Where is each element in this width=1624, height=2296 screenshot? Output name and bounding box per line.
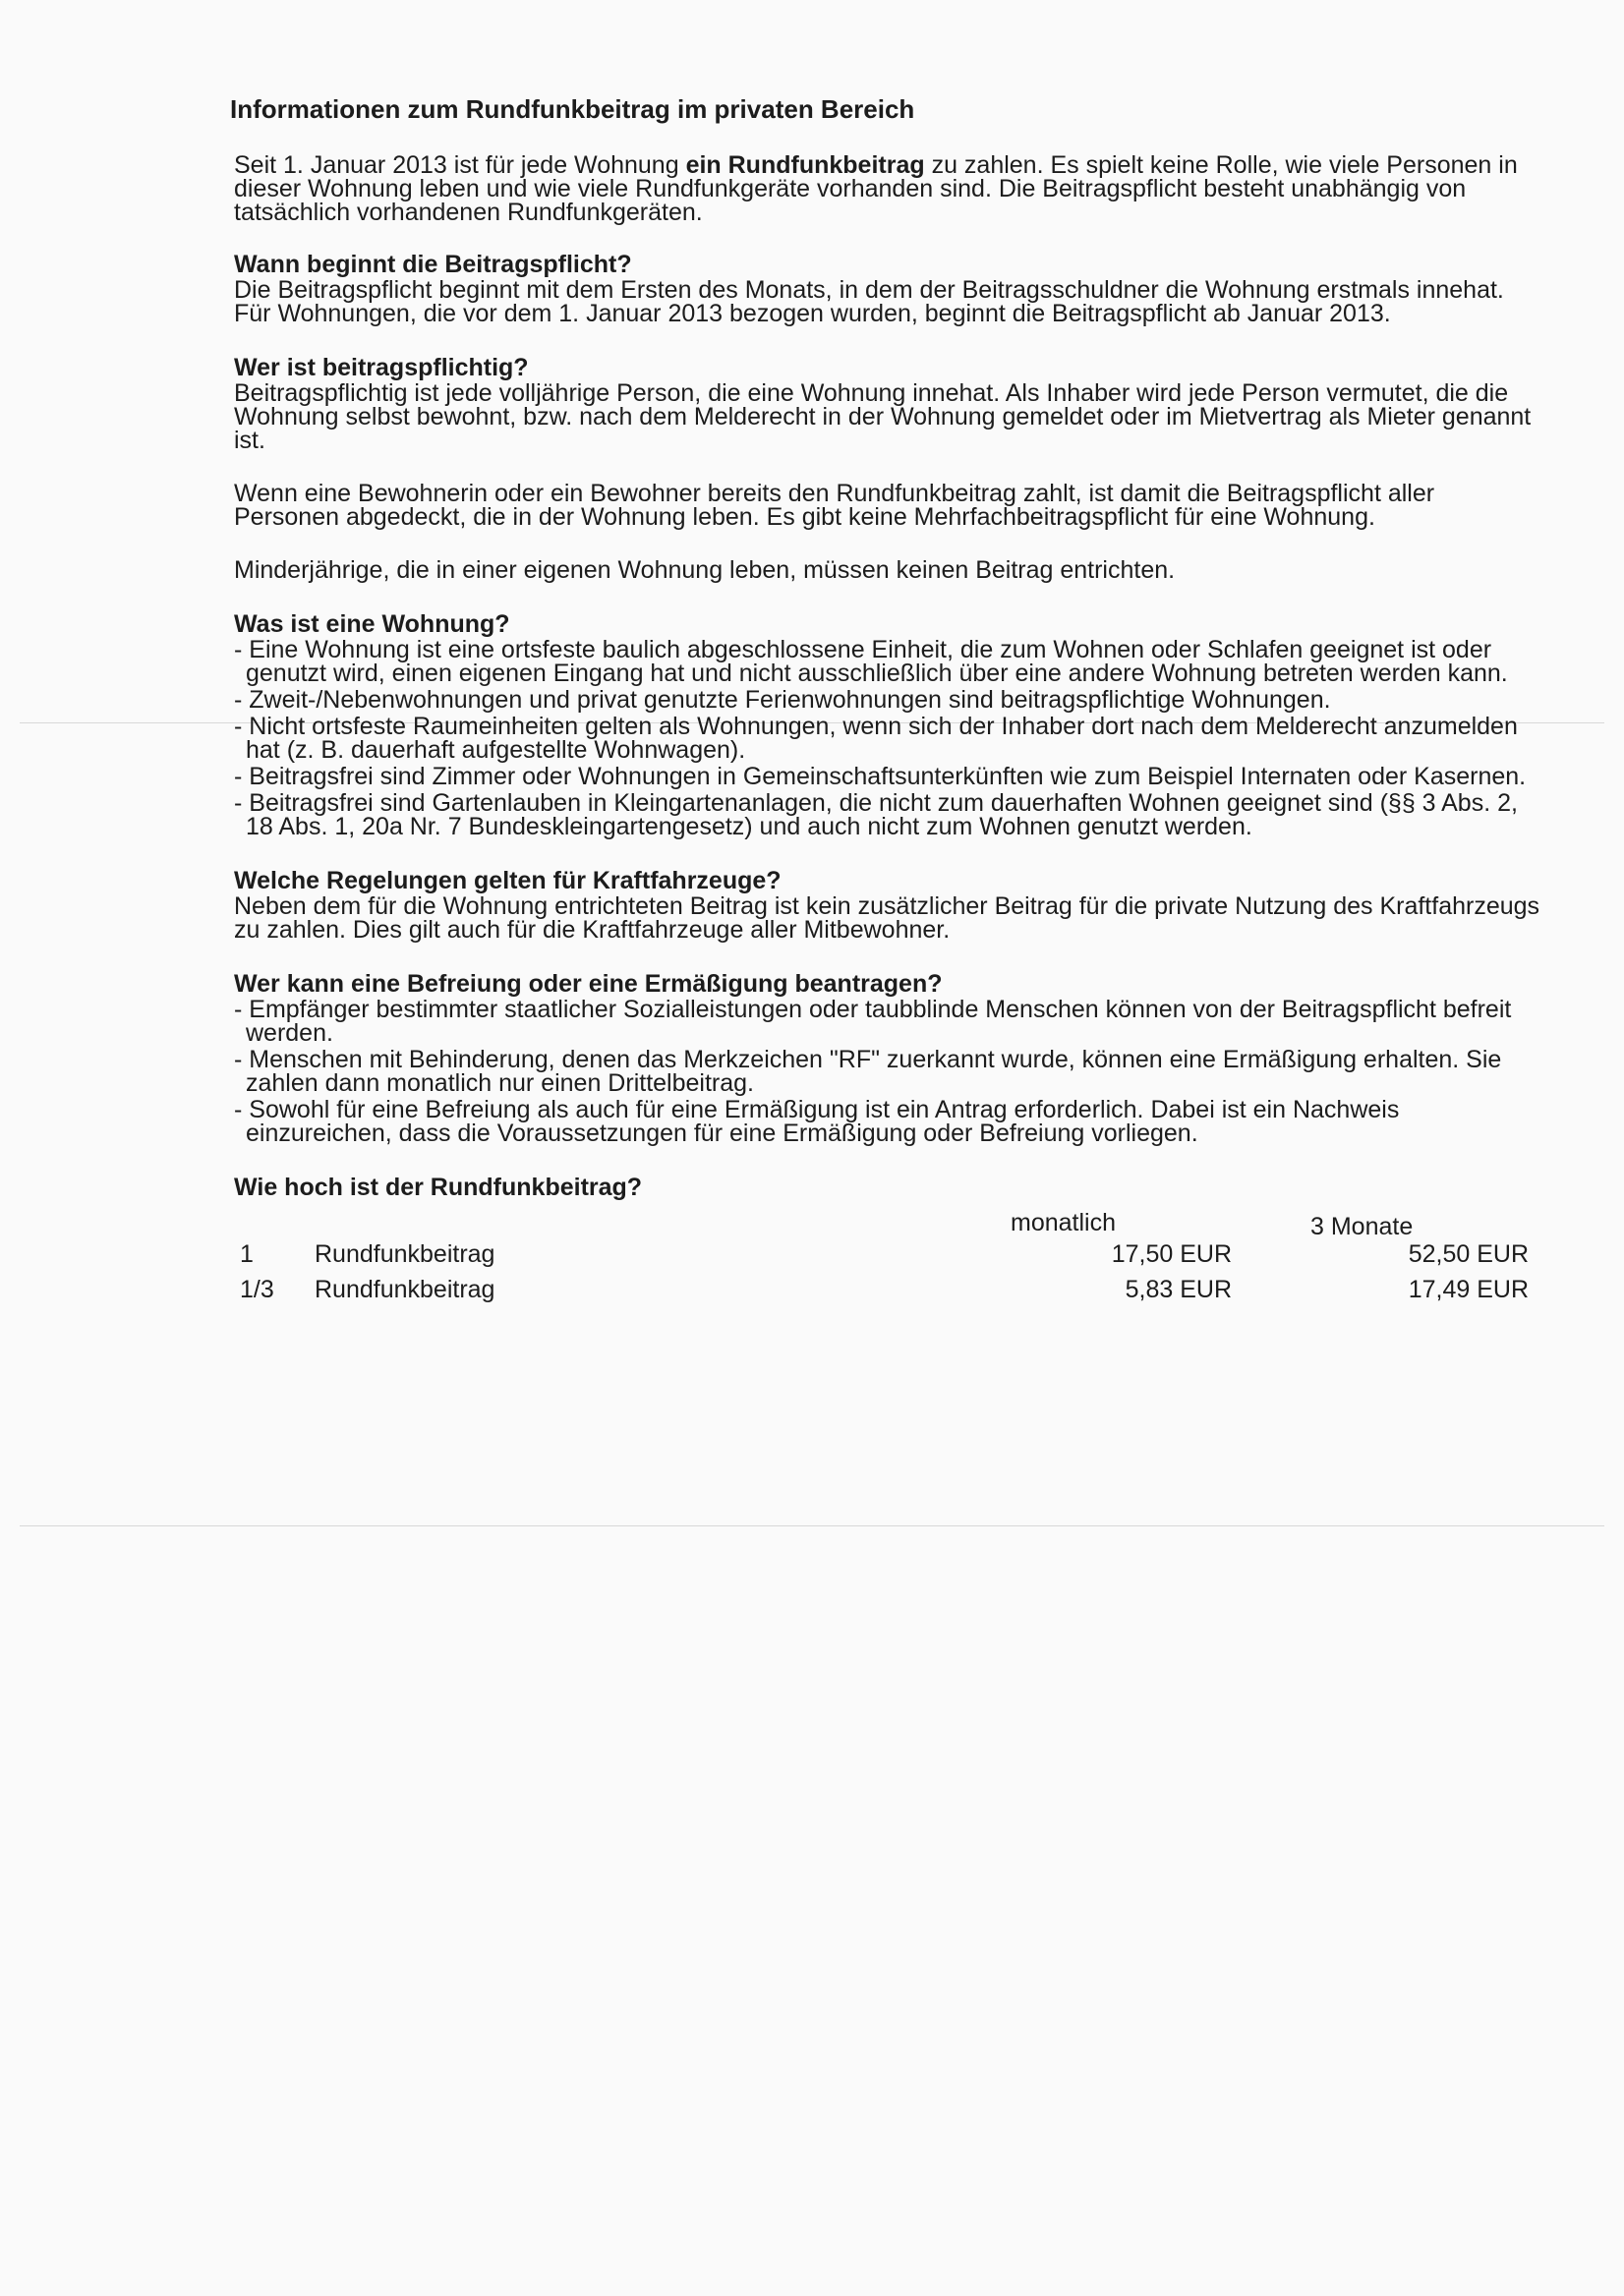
heading-what-is-dwelling: Was ist eine Wohnung? bbox=[234, 610, 510, 638]
list-item: - Sowohl für eine Befreiung als auch für eine Ermäßigung ist ein Antrag erforderlich. Dabei ist ein Nachweis einzureichen, dass die Voraussetzungen für eine Ermäßigung oder Befreiung vorliegen. bbox=[228, 1098, 1550, 1145]
list-item: - Nicht ortsfeste Raumeinheiten gelten als Wohnungen, wenn sich der Inhaber dort nach dem Melderecht anzumelden hat (z. B. dauerhaft aufgestellte Wohnwagen). bbox=[228, 715, 1550, 762]
scan-artifact-line bbox=[20, 1525, 1604, 1526]
document-content bbox=[228, 94, 1545, 1319]
fee-row-quarter: 17,49 EUR bbox=[1408, 1276, 1529, 1303]
body-who-is-liable: Beitragspflichtig ist jede volljährige Person, die eine Wohnung innehat. Als Inhaber wird jede Person vermutet, die die Wohnung selbst bewohnt, bzw. nach dem Melderecht in der Wohnung gemeldet oder im Mietvertrag als Mieter genannt ist. bbox=[234, 379, 1532, 454]
column-header-monthly: monatlich bbox=[1011, 1209, 1116, 1236]
fee-row-quarter: 52,50 EUR bbox=[1408, 1240, 1529, 1268]
fee-row-monthly: 17,50 EUR bbox=[1111, 1240, 1232, 1268]
fee-row-label: Rundfunkbeitrag bbox=[315, 1276, 495, 1303]
body-minors: Minderjährige, die in einer eigenen Wohnung leben, müssen keinen Beitrag entrichten. bbox=[234, 556, 1176, 584]
list-item: - Zweit-/Nebenwohnungen und privat genutzte Ferienwohnungen sind beitragspflichtige Wohnungen. bbox=[228, 688, 1550, 712]
heading-fee-amount: Wie hoch ist der Rundfunkbeitrag? bbox=[234, 1174, 643, 1201]
list-item: - Empfänger bestimmter staatlicher Sozialleistungen oder taubblinde Menschen können von der Beitragspflicht befreit werden. bbox=[228, 998, 1550, 1045]
dwelling-definition-list bbox=[228, 638, 1550, 838]
document-title: Informationen zum Rundfunkbeitrag im privaten Bereich bbox=[230, 94, 915, 124]
intro-text-end: zu zahlen. Es spielt keine Rolle, wie viele Personen in dieser Wohnung leben und wie viele Rundfunkgeräte vorhanden sind. Die Beitragspflicht besteht unabhängig von tatsächlich vorhandenen Rundfunkgeräten. bbox=[234, 151, 1518, 226]
list-item: - Beitragsfrei sind Zimmer oder Wohnungen in Gemeinschaftsunterkünften wie zum Beispiel Internaten oder Kasernen. bbox=[228, 765, 1550, 788]
heading-exemption: Wer kann eine Befreiung oder eine Ermäßigung beantragen? bbox=[234, 970, 943, 998]
column-header-quarter: 3 Monate bbox=[1310, 1213, 1414, 1240]
body-vehicles: Neben dem für die Wohnung entrichteten Beitrag ist kein zusätzlicher Beitrag für die private Nutzung des Kraftfahrzeugs zu zahlen. Dies gilt auch für die Kraftfahrzeuge aller Mitbewohner. bbox=[234, 892, 1540, 944]
list-item: - Menschen mit Behinderung, denen das Merkzeichen "RF" zuerkannt wurde, können eine Ermäßigung erhalten. Sie zahlen dann monatlich nur einen Drittelbeitrag. bbox=[228, 1048, 1550, 1095]
body-start-of-obligation: Die Beitragspflicht beginnt mit dem Ersten des Monats, in dem der Beitragsschuldner die Wohnung erstmals innehat. Für Wohnungen, die vor dem 1. Januar 2013 bezogen wurden, beginnt die Beitragspflicht ab Januar 2013. bbox=[234, 276, 1504, 327]
body-shared-dwelling: Wenn eine Bewohnerin oder ein Bewohner bereits den Rundfunkbeitrag zahlt, ist damit die Beitragspflicht aller Personen abgedeckt, die in der Wohnung leben. Es gibt keine Mehrfachbeitragspflicht für eine Wohnung. bbox=[234, 480, 1435, 531]
intro-paragraph bbox=[234, 153, 1546, 224]
list-item: - Beitragsfrei sind Gartenlauben in Kleingartenanlagen, die nicht zum dauerhaften Wohnen geeignet sind (§§ 3 Abs. 2, 18 Abs. 1, 20a Nr. 7 Bundeskleingartengesetz) und auch nicht zum Wohnen genutzt werden. bbox=[228, 791, 1550, 838]
fee-row-qty: 1 bbox=[240, 1240, 254, 1268]
heading-vehicles: Welche Regelungen gelten für Kraftfahrzeuge? bbox=[234, 867, 782, 894]
heading-who-is-liable: Wer ist beitragspflichtig? bbox=[234, 354, 529, 381]
fee-row-qty: 1/3 bbox=[240, 1276, 274, 1303]
fee-row-label: Rundfunkbeitrag bbox=[315, 1240, 495, 1268]
list-item: - Eine Wohnung ist eine ortsfeste baulich abgeschlossene Einheit, die zum Wohnen oder Schlafen geeignet ist oder genutzt wird, einen eigenen Eingang hat und nicht ausschließlich über eine andere Wohnung betreten werden kann. bbox=[228, 638, 1550, 685]
intro-text-start: Seit 1. Januar 2013 ist für jede Wohnung bbox=[234, 151, 686, 179]
exemption-list bbox=[228, 998, 1550, 1145]
intro-emphasis: ein Rundfunkbeitrag bbox=[685, 151, 925, 179]
heading-start-of-obligation: Wann beginnt die Beitragspflicht? bbox=[234, 251, 632, 278]
fee-row-monthly: 5,83 EUR bbox=[1125, 1276, 1232, 1303]
fee-table bbox=[234, 1201, 1556, 1319]
